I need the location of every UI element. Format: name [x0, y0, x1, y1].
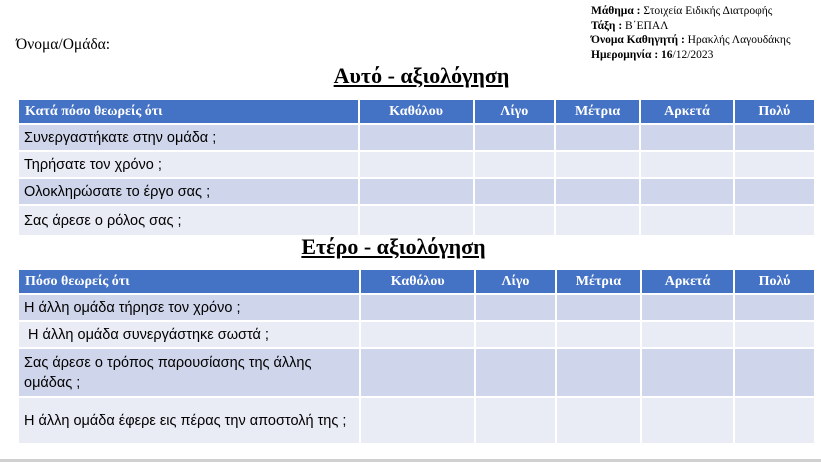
column-header: Αρκετά — [642, 270, 733, 293]
column-header: Κατά πόσο θεωρείς ότι — [19, 100, 358, 123]
rating-cell-enough[interactable] — [641, 125, 732, 150]
teacher-label: Όνομα Καθηγητή : — [591, 34, 685, 46]
rating-cell-none[interactable] — [361, 295, 474, 320]
rating-cell-little[interactable] — [475, 152, 554, 177]
rating-cell-enough[interactable] — [641, 206, 732, 235]
question-cell: Σας άρεσε ο τρόπος παρουσίασης της άλλης ομάδας ; — [19, 349, 359, 396]
question-cell: Η άλλη ομάδα συνεργάστηκε σωστά ; — [19, 322, 359, 347]
subject-label: Μάθημα : — [591, 5, 641, 17]
rating-cell-moderate[interactable] — [556, 152, 639, 177]
rating-cell-enough[interactable] — [642, 295, 733, 320]
class-value: Β΄ΕΠΑΛ — [625, 19, 669, 32]
column-header: Αρκετά — [641, 100, 732, 123]
rating-cell-little[interactable] — [476, 322, 555, 347]
date-label: Ημερομηνία : — [591, 48, 659, 61]
column-header: Λίγο — [475, 100, 554, 123]
rating-cell-none[interactable] — [360, 179, 473, 204]
table-row — [19, 295, 814, 320]
table-row — [19, 206, 814, 235]
document-info — [591, 4, 791, 62]
rating-cell-moderate[interactable] — [556, 206, 639, 235]
rating-cell-much[interactable] — [735, 398, 814, 443]
rating-cell-little[interactable] — [475, 125, 554, 150]
rating-cell-enough[interactable] — [642, 349, 733, 396]
table-header-row — [19, 270, 814, 293]
rating-cell-little[interactable] — [475, 206, 554, 235]
subject-line — [591, 4, 791, 19]
question-cell: Ολοκληρώσατε το έργο σας ; — [19, 179, 358, 204]
teacher-value: Ηρακλής Λαγουδάκης — [687, 34, 791, 46]
question-cell: Η άλλη ομάδα τήρησε τον χρόνο ; — [19, 295, 359, 320]
rating-cell-none[interactable] — [360, 125, 473, 150]
rating-cell-much[interactable] — [735, 295, 814, 320]
column-header: Λίγο — [476, 270, 555, 293]
rating-cell-moderate[interactable] — [556, 125, 639, 150]
self-assessment-title: Αυτό - αξιολόγηση — [333, 63, 510, 88]
column-header: Πολύ — [735, 100, 814, 123]
rating-cell-little[interactable] — [476, 398, 555, 443]
table-header-row — [19, 100, 814, 123]
column-header: Μέτρια — [557, 270, 640, 293]
self-assessment-table — [17, 98, 816, 237]
rating-cell-moderate[interactable] — [556, 179, 639, 204]
rating-cell-enough[interactable] — [642, 398, 733, 443]
rating-cell-none[interactable] — [361, 349, 474, 396]
rating-cell-little[interactable] — [476, 349, 555, 396]
date-line — [591, 48, 791, 63]
table-row — [19, 398, 814, 443]
table-row — [19, 322, 814, 347]
column-header: Μέτρια — [556, 100, 639, 123]
peer-assessment-title: Ετέρο - αξιολόγηση — [301, 234, 486, 259]
class-label: Τάξη : — [591, 19, 623, 32]
rating-cell-much[interactable] — [735, 322, 814, 347]
question-cell: Η άλλη ομάδα έφερε εις πέρας την αποστολή της ; — [19, 398, 359, 443]
table-row — [19, 125, 814, 150]
rating-cell-moderate[interactable] — [557, 295, 640, 320]
column-header: Καθόλου — [360, 100, 473, 123]
rating-cell-moderate[interactable] — [557, 349, 640, 396]
class-line — [591, 19, 791, 34]
date-rest: /12/2023 — [672, 48, 714, 61]
rating-cell-enough[interactable] — [641, 152, 732, 177]
rating-cell-little[interactable] — [475, 179, 554, 204]
rating-cell-enough[interactable] — [641, 179, 732, 204]
question-cell: Τηρήσατε τον χρόνο ; — [19, 152, 358, 177]
table-row — [19, 152, 814, 177]
column-header: Καθόλου — [361, 270, 474, 293]
table-row — [19, 349, 814, 396]
peer-assessment-table — [17, 268, 816, 445]
teacher-line — [591, 33, 791, 48]
rating-cell-none[interactable] — [361, 322, 474, 347]
rating-cell-moderate[interactable] — [557, 322, 640, 347]
column-header: Πολύ — [735, 270, 814, 293]
table-row — [19, 179, 814, 204]
rating-cell-none[interactable] — [360, 206, 473, 235]
rating-cell-none[interactable] — [361, 398, 474, 443]
rating-cell-much[interactable] — [735, 349, 814, 396]
question-cell: Σας άρεσε ο ρόλος σας ; — [19, 206, 358, 235]
rating-cell-little[interactable] — [476, 295, 555, 320]
question-cell: Συνεργαστήκατε στην ομάδα ; — [19, 125, 358, 150]
name-group-label: Όνομα/Ομάδα: — [16, 36, 111, 53]
rating-cell-none[interactable] — [360, 152, 473, 177]
date-day: 16 — [661, 48, 673, 61]
rating-cell-moderate[interactable] — [557, 398, 640, 443]
rating-cell-much[interactable] — [735, 125, 814, 150]
rating-cell-much[interactable] — [735, 152, 814, 177]
column-header: Πόσο θεωρείς ότι — [19, 270, 359, 293]
rating-cell-much[interactable] — [735, 179, 814, 204]
rating-cell-much[interactable] — [735, 206, 814, 235]
rating-cell-enough[interactable] — [642, 322, 733, 347]
subject-value: Στοιχεία Ειδικής Διατροφής — [643, 5, 773, 17]
